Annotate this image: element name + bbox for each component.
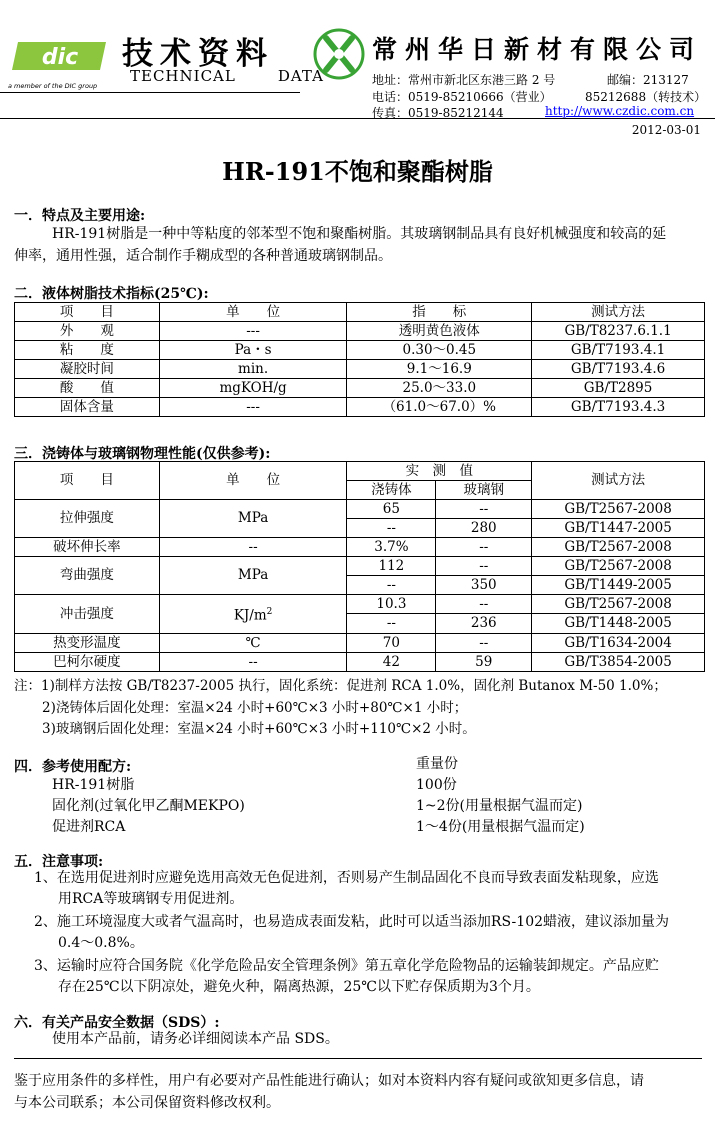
sds-note: 使用本产品前，请务必详细阅读本产品 SDS。 <box>52 1031 339 1047</box>
company-phone-tech: 85212688（转技术） <box>585 90 707 104</box>
header-rule-left <box>0 92 300 93</box>
table-cell: 25.0～33.0 <box>347 379 532 398</box>
formula-name: 固化剂(过氧化甲乙酮MEKPO) <box>52 798 245 814</box>
formula-name: 促进剂RCA <box>52 819 126 835</box>
table-row <box>15 379 705 398</box>
caution-2-line-1: 2、施工环境湿度大或者气温高时，也易造成表面发粘，此时可以适当添加RS-102蜡液，建议添加量为 <box>34 914 670 930</box>
table-cell: min. <box>159 360 347 379</box>
table-cell: GB/T3854-2005 <box>532 653 705 672</box>
table-cell: GB/T2567-2008 <box>532 500 705 519</box>
table-cell: （61.0～67.0）% <box>347 398 532 417</box>
dic-logo <box>12 40 108 72</box>
table-cell: --- <box>159 398 347 417</box>
doc-type-cn: 技术资料 <box>122 36 274 72</box>
note-1: 注：1)制样方法按 GB/T8237-2005 执行，固化系统：促进剂 RCA 1.0%，固化剂 Butanox M-50 1.0%； <box>14 678 667 694</box>
table-row <box>15 398 705 417</box>
header-rule <box>0 118 715 119</box>
header-cell: 浇铸体 <box>347 481 436 500</box>
table-cell: -- <box>159 653 347 672</box>
section-3-heading: 三．浇铸体与玻璃钢物理性能(仅供参考): <box>14 446 271 462</box>
table-cell: 酸 值 <box>15 379 160 398</box>
header-cell: 项 目 <box>15 462 160 500</box>
table-cell: -- <box>347 614 436 634</box>
physical-properties-table <box>14 461 705 672</box>
table-cell: 巴柯尔硬度 <box>15 653 160 672</box>
note-3: 3)玻璃钢后固化处理：室温×24 小时+60℃×3 小时+110℃×2 小时。 <box>42 721 476 737</box>
table-cell: GB/T1447-2005 <box>532 519 705 538</box>
formula-col-header: 重量份 <box>416 756 458 772</box>
table-cell: GB/T2567-2008 <box>532 538 705 557</box>
table-cell: 破坏伸长率 <box>15 538 160 557</box>
page-title: HR-191不饱和聚酯树脂 <box>222 157 493 186</box>
header-cell: 项 目 <box>15 303 160 322</box>
table-row <box>15 538 705 557</box>
section-2-heading: 二．液体树脂技术指标(25℃): <box>14 286 209 302</box>
table-cell: MPa <box>159 500 347 538</box>
table-cell: GB/T2567-2008 <box>532 557 705 576</box>
section-6-heading: 六．有关产品安全数据（SDS）: <box>14 1015 220 1031</box>
table-header-row <box>15 303 705 322</box>
table-row <box>15 322 705 341</box>
table-cell: -- <box>436 634 532 653</box>
dic-logo-text: dic <box>41 45 79 70</box>
doc-date: 2012-03-01 <box>631 123 701 137</box>
table-cell: 236 <box>436 614 532 634</box>
doc-type-en-1: TECHNICAL <box>130 67 236 85</box>
table-cell: 弯曲强度 <box>15 557 160 595</box>
header-cell: 单 位 <box>159 303 347 322</box>
table-row <box>15 557 705 576</box>
table-row <box>15 341 705 360</box>
table-cell: GB/T2895 <box>532 379 705 398</box>
caution-3-line-2: 存在25℃以下阴凉处，避免火种，隔离热源，25℃以下贮存保质期为3个月。 <box>58 979 540 995</box>
footer-rule <box>14 1058 702 1059</box>
company-logo-icon <box>312 24 366 84</box>
table-cell: 0.30～0.45 <box>347 341 532 360</box>
section-1-line-1: HR-191树脂是一种中等粘度的邻苯型不饱和聚酯树脂。其玻璃钢制品具有良好机械强度和较高的延 <box>52 226 667 242</box>
table-cell: -- <box>436 595 532 614</box>
header-cell: 测试方法 <box>532 462 705 500</box>
table-cell: 10.3 <box>347 595 436 614</box>
table-cell: 70 <box>347 634 436 653</box>
table-cell: 59 <box>436 653 532 672</box>
table-cell: GB/T7193.4.3 <box>532 398 705 417</box>
table-cell: GB/T1448-2005 <box>532 614 705 634</box>
table-cell: 3.7% <box>347 538 436 557</box>
table-cell: -- <box>436 500 532 519</box>
note-2: 2)浇铸体后固化处理：室温×24 小时+60℃×3 小时+80℃×1 小时； <box>42 700 468 716</box>
table-cell: --- <box>159 322 347 341</box>
caution-3-line-1: 3、运输时应符合国务院《化学危险品安全管理条例》第五章化学危险物品的运输装卸规定。产品应贮 <box>34 958 659 974</box>
table-row <box>15 653 705 672</box>
disclaimer-line-2: 与本公司联系；本公司保留资料修改权利。 <box>14 1095 280 1111</box>
table-cell: 粘 度 <box>15 341 160 360</box>
formula-amount: 1～4份(用量根据气温而定) <box>416 819 585 835</box>
section-1-heading: 一．特点及主要用途: <box>14 208 146 224</box>
table-cell: mgKOH/g <box>159 379 347 398</box>
table-cell: 42 <box>347 653 436 672</box>
formula-amount: 100份 <box>416 777 457 793</box>
table-cell: ℃ <box>159 634 347 653</box>
table-cell: 热变形温度 <box>15 634 160 653</box>
company-name: 常州华日新材有限公司 <box>372 35 703 64</box>
table-cell: 固体含量 <box>15 398 160 417</box>
table-header-row <box>15 462 705 481</box>
table-cell: 65 <box>347 500 436 519</box>
table-row <box>15 595 705 614</box>
header-cell: 单 位 <box>159 462 347 500</box>
header-cell: 实 测 值 <box>347 462 532 481</box>
table-row <box>15 360 705 379</box>
header-cell: 指 标 <box>347 303 532 322</box>
table-cell: GB/T8237.6.1.1 <box>532 322 705 341</box>
table-cell: GB/T7193.4.1 <box>532 341 705 360</box>
table-cell: -- <box>159 538 347 557</box>
header-cell: 测试方法 <box>532 303 705 322</box>
table-row <box>15 634 705 653</box>
table-cell: -- <box>436 538 532 557</box>
table-cell: 350 <box>436 576 532 595</box>
table-cell: Pa・s <box>159 341 347 360</box>
dic-tagline: a member of the DIC group <box>8 82 98 90</box>
table-cell: 112 <box>347 557 436 576</box>
table-cell: 拉伸强度 <box>15 500 160 538</box>
table-cell: GB/T2567-2008 <box>532 595 705 614</box>
company-address: 地址：常州市新北区东港三路 2 号 <box>372 73 556 87</box>
table-cell: 凝胶时间 <box>15 360 160 379</box>
table-cell: MPa <box>159 557 347 595</box>
company-website-link[interactable]: http://www.czdic.com.cn <box>545 104 695 118</box>
caution-1-line-2: 用RCA等玻璃钢专用促进剂。 <box>58 891 244 907</box>
caution-2-line-2: 0.4～0.8%。 <box>58 935 144 951</box>
table-cell: 外 观 <box>15 322 160 341</box>
table-cell: GB/T1449-2005 <box>532 576 705 595</box>
table-cell: GB/T7193.4.6 <box>532 360 705 379</box>
table-cell: 9.1～16.9 <box>347 360 532 379</box>
formula-name: HR-191树脂 <box>52 777 135 793</box>
table-cell: 透明黄色液体 <box>347 322 532 341</box>
company-phone-sales: 电话：0519-85210666（营业） <box>372 90 552 104</box>
caution-1-line-1: 1、在选用促进剂时应避免选用高效无色促进剂，否则易产生制品固化不良而导致表面发粘现象，应选 <box>34 870 659 886</box>
company-fax: 传真：0519-85212144 <box>372 106 504 120</box>
formula-amount: 1~2份(用量根据气温而定) <box>416 798 583 814</box>
table-row <box>15 500 705 519</box>
liquid-resin-spec-table <box>14 302 705 417</box>
table-cell: GB/T1634-2004 <box>532 634 705 653</box>
table-cell-unit <box>159 595 347 634</box>
disclaimer-line-1: 鉴于应用条件的多样性，用户有必要对产品性能进行确认；如对本资料内容有疑问或欲知更多信息，请 <box>14 1073 644 1089</box>
table-cell: -- <box>347 576 436 595</box>
section-1-line-2: 伸率，通用性强，适合制作手糊成型的各种普通玻璃钢制品。 <box>14 248 392 264</box>
table-cell: -- <box>347 519 436 538</box>
section-4-heading: 四．参考使用配方: <box>14 759 132 775</box>
doc-type-en-2: DATA <box>277 67 324 85</box>
table-cell: 280 <box>436 519 532 538</box>
impact-unit: KJ/m <box>233 607 267 624</box>
company-postcode: 邮编：213127 <box>607 73 689 87</box>
table-cell: -- <box>436 557 532 576</box>
section-5-heading: 五．注意事项: <box>14 854 104 870</box>
impact-unit-sup: 2 <box>266 606 273 617</box>
table-cell: 冲击强度 <box>15 595 160 634</box>
header-cell: 玻璃钢 <box>436 481 532 500</box>
